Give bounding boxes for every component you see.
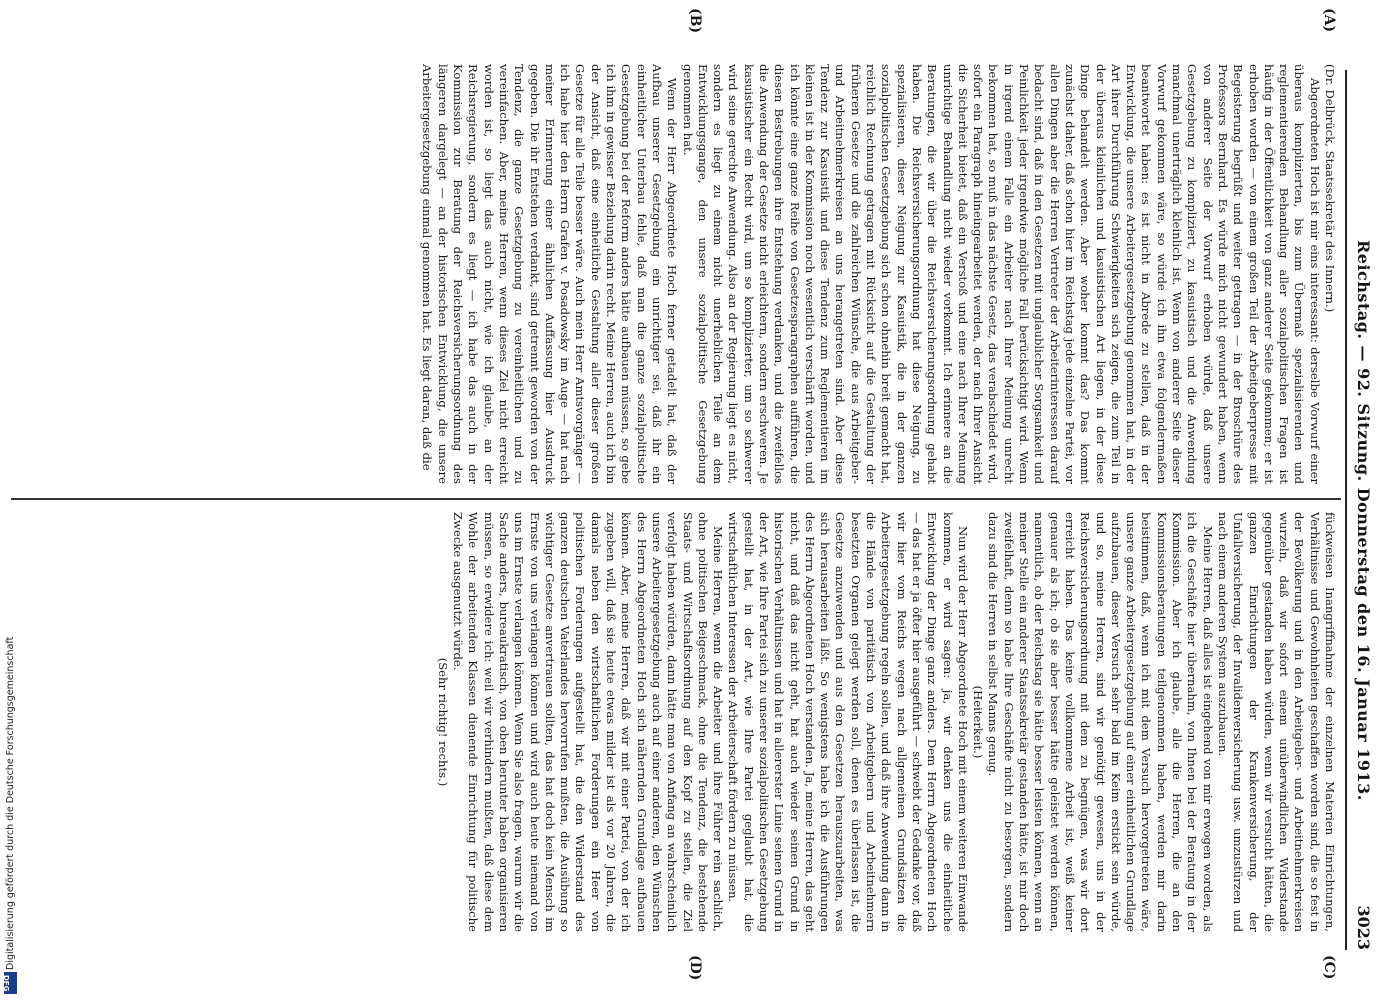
speaker-line: (Dr. Delbrück, Staatssekretär des Innern.) [1323, 64, 1337, 313]
dfg-logo-icon: DFG [4, 972, 17, 994]
margin-letter-c: (C) [1321, 955, 1337, 980]
column-divider [11, 498, 1341, 500]
left-paragraph-2: Wenn der Herr Abgeordnete Hoch ferner getadelt hat, daß der Aufbau unserer Gesetzgebung ein unrichtiger sei, daß ihr ein einheitlicher Unterbau fehle, daß man die ganze sozialpolitische Gesetzgebung bei der Reform anders hätte aufbauen müssen, so gebe ich ihm in gewisser Beziehung darin recht. Meine Herren, auch ich bin der Ansicht, daß eine einheitliche Gestaltung aller dieser großen Gesetze für alle Teile besser wäre. Auch mein Herr Amtsvorgänger — ich habe hier den Herrn Grafen v. Posadowsky im Auge — hat nach meiner Erinnerung einer ähnlichen Auffassung hier Ausdruck gegeben. Die ihr Entstehen verdankt, sind getrennt geworden von der Tendenz, die ganze Gesetzgebung zu vereinheitlichen und zu vereinfachen. Aber, meine Herren, wenn dieses Ziel nicht erreicht worden ist, so liegt das auch nicht, wie ich glaube, an der Reichsregierung, sondern es liegt — ich habe das auch in der Kommission zur Beratung der Reichsversicherungsordnung des längeren dargelegt — an der historischen Entwicklung, die unsere Arbeitergesetzgebung einmal genommen hat. Es liegt daran, daß die [420, 64, 680, 484]
digitization-footer [4, 0, 18, 1000]
interjection-laughter: (Heiterkeit.) [971, 685, 986, 759]
right-paragraph-3: Nun wird der Herr Abgeordnete Hoch mit einem weiteren Einwande kommen, er wird sagen: ja, wir denken uns die einheitliche Entwicklung der Dinge ganz anders. Dem Herrn Abgeordneten Hoch — das hat er ja öfter hier ausgeführt — schwebt der Gedanke vor, daß wir hier vom Reichs wegen nach allgemeinen Grundsätzen die Arbeitergesetzgebung regeln sollen, und daß ihre Anwendung dann in die Hände von paritätisch von Arbeitgebern und Arbeitnehmern besetzten Organen gelegt werden soll, denen es überlassen ist, die Gesetze anzuwenden und aus den Gesetzen herauszuarbeiten, was sich herausarbeiten läßt. So wenigstens habe ich die Ausführungen des Herrn Abgeordneten Hoch verstanden. Ja, meine Herren, das geht nicht, und daß das nicht geht, hat auch wieder seinen Grund in historischen Verhältnissen und hat in allererster Linie seinen Grund in der Art, wie Ihre Partei sich zu unserer sozialpolitischen Gesetzgebung gestellt hat, in der Art, wie Ihre Partei geglaubt hat, die wirtschaftlichen Interessen der Arbeiterschaft fördern zu müssen. [726, 512, 970, 932]
right-paragraph-4: Meine Herren, wenn die Arbeiter und ihre Führer rein sachlich, ohne politischen Beigeschmack, ohne die Tendenz, die bestehende Staats- und Wirtschaftsordnung auf den Kopf zu stellen, die Ziel verfolgt haben würden, dann hätte man von Anfang an wahrscheinlich unsere Arbeitergesetzgebung auch auf einer anderen, den Wünschen des Herrn Abgeordneten Hoch sich nähernden Grundlage aufbauen können. Aber, meine Herren, daß wir mit einer Partei, von der ich zugeben will, daß sie heute etwas milder ist als vor 20 Jahren, die damals neben den wirtschaftlichen Forderungen ein Heer von politischen Forderungen aufgestellt hat, die den Widerstand des ganzen deutschen Vaterlandes hervorrufen mußten, die Ausübung so wichtiger Gesetze anvertrauen sollten, das hat doch kein Mensch im Ernste von uns verlangen können und wird auch heute niemand von uns im Ernste verlangen können. Wenn Sie also fragen, warum wir die Sache anders, bureaukratisch, von oben herunter haben organisieren müssen, so erwidere ich: weil wir verhindern mußten, daß diese dem Wohle der arbeitenden Klassen dienende Einrichtung für politische Zwecke ausgenutzt würde. [451, 512, 726, 932]
interjection-applause: (Sehr richtig! rechts.) [435, 657, 450, 787]
footer-text: Digitalisierung gefördert durch die Deutsche Forschungsgemeinschaft [5, 636, 16, 970]
left-column [17, 64, 1337, 484]
right-paragraph-1: fückweisen Inangriffnahme der einzelnen Materien Einrichtungen, Verhältnisse und Gewohnheiten geschaffen worden sind, die so fest in der Bevölkerung und in den Arbeitgeber- und Arbeitnehmerkreisen wurzeln, daß wir sofort einem unüberwindlichen Widerstande gegenüber gestanden haben würden, wenn wir versucht hätten, die ganzen Einrichtungen der Krankenversicherung, der Unfallversicherung, der Invalidenversicherung usw. umzustürzen und nach einem anderen System auszubauen. [1215, 512, 1337, 932]
page-number: 3023 [1354, 905, 1373, 950]
right-column [17, 512, 1337, 932]
page-header [1345, 70, 1377, 950]
margin-letter-d: (D) [687, 955, 703, 981]
right-paragraph-2: Meine Herren, daß alles ist eingehend von mir erwogen worden, als ich die Geschäfte hier übernahm, von Ihnen bei der Beratung in der Kommission. Aber ich glaube, alle die Herren, die an den Kommissionsberatungen teilgenommen haben, werden mir darin beistimmen, daß, wenn ich mit dem Versuch hervorgetreten wäre, unsere ganze Arbeitergesetzgebung auf einer einheitlichen Grundlage aufzubauen, dieser Versuch sehr bald im Keim erstickt sein würde, und so, meine Herren, sind wir genötigt gewesen, uns in der Reichsversicherungsordnung mit dem zu begnügen, was wir dort erreicht haben. Das keine vollkommene Arbeit ist, weiß keiner genauer als ich; ob sie aber besser hätte geleistet werden können, namentlich, ob der Reichstag sie hätte besser leisten können, wenn an meiner Stelle ein anderer Staatssekretär gestanden hätte, ist mir doch zweifelhaft, denn so habe Ihre Geschäfte nicht zu besorgen, sondern dazu sind die Herren in selbst Manns genug. [986, 512, 1215, 932]
margin-letter-b: (B) [687, 8, 703, 34]
left-paragraph-1: Abgeordneten Hoch ist mir eins interessant: derselbe Vorwurf einer überaus komplizierten, bis zum Übermaß spezialisierenden und reglementierenden Behandlung aller sozialpolitischen Fragen ist häufig in der Öffentlichkeit von ganz anderer Seite gekommen; er ist erhoben worden — von einem großen Teil der Arbeitgeberpresse mit Begeisterung begrüßt und weiter getragen — in der Broschüre des Professors Bernhard. Es würde mich nicht gewundert haben, wenn von anderer Seite der Vorwurf erhoben würde, daß unsere Gesetzgebung zu kompliziert, zu kasuistisch und die Anwendung manchmal unerträglich kleinlich ist. Wenn von anderer Seite dieser Vorwurf gekommen wäre, so würde ich ihn etwa folgendermaßen beantwortet haben: es ist nicht in Abrede zu stellen, daß in der Entwicklung, die unsere Arbeitergesetzgebung genommen hat, in der Art ihrer Durchführung Schwierigkeiten sich zeigen, die zum Teil in der überaus kleinlichen und kasuistischen Art liegen, in der diese Dinge behandelt werden. Aber woher kommt das? Das kommt zunächst daher, daß schon hier im Reichstag jede einzelne Partei, vor allen Dingen aber die Herren Vertreter der Arbeiterinteressen darauf bedacht sind, daß in den Gesetzen mit unglaublicher Sorgsamkeit und Peinlichkeit jeder irgendwie mögliche Fall berücksichtigt wird. Wenn in irgend einem Falle ein Arbeiter nach Ihrer Meinung unrecht bekommen hat, so muß in das nächste Gesetz, das verabschiedet wird, sofort ein Paragraph hineingearbeitet werden, der nach Ihrer Ansicht die Sicherheit bietet, daß ein Verstoß und eine nach Ihrer Meinung unrichtige Behandlung nicht wieder vorkommt. Ich erinnere an die Beratungen, die wir über die Reichsversicherungsordnung gehabt haben. Die Reichsversicherungsordnung hat diese Neigung, zu spezialisieren, dieser Neigung zur Kasuistik, die in der ganzen sozialpolitischen Gesetzgebung sich schon ohnehin breit gemacht hat, reichlich Rechnung getragen mit Rücksicht auf die Gestaltung der früheren Gesetze und die zahlreichen Wünsche, die aus Arbeitgeber- und Arbeitnehmerkreisen an uns herangetreten sind. Aber diese Tendenz zur Kasuistik und diese Tendenz zum Reglementieren im kleinen ist in der Kommission noch wesentlich verschärft worden, und ich könnte eine ganze Reihe von Gesetzesparagraphen aufführen, die diesen Bestrebungen ihre Entstehung verdanken, und die zweifellos die Anwendung der Gesetze nicht erleichtern, sondern erschweren. Je kasuistischer ein Recht wird, um so komplizierter, um so schwerer wird seine gerechte Anwendung. Also an der Regierung liegt es nicht, sondern es liegt zu einem nicht unerheblichen Teile an dem Entwicklungsgange, den unsere sozialpolitische Gesetzgebung genommen hat. [680, 64, 1322, 484]
margin-letter-a: (A) [1321, 8, 1337, 33]
header-title: Reichstag. — 92. Sitzung. Donnerstag den 16. Januar 1913. [1354, 240, 1373, 801]
